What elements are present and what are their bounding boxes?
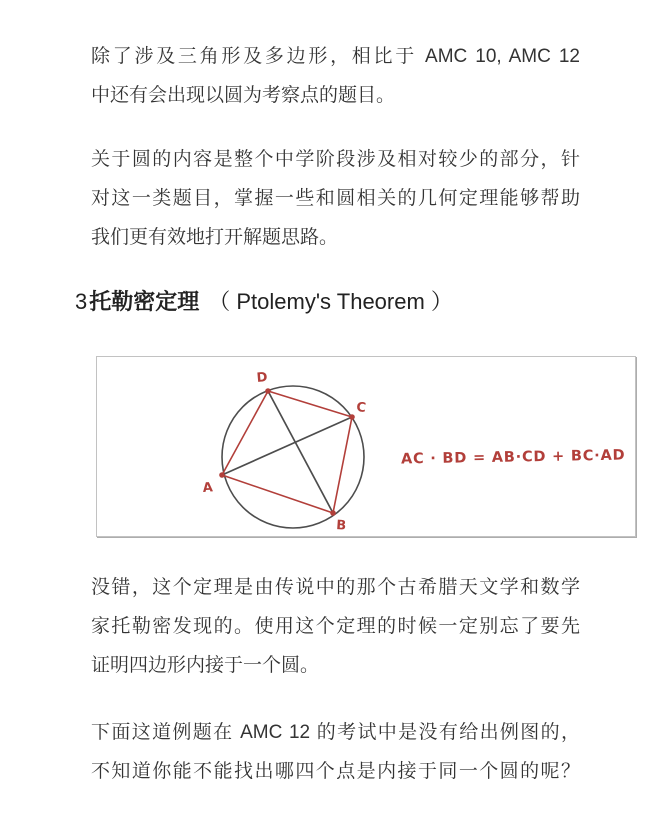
side-cb <box>333 417 352 513</box>
paragraph-intro-1 <box>91 37 580 115</box>
section-subtitle: （ Ptolemy's Theorem ） <box>208 289 453 314</box>
vertex-dot-c <box>349 414 355 420</box>
paragraph-body-1 <box>91 568 580 685</box>
text-line: 除了涉及三角形及多边形，相比于 AMC 10, AMC 12 <box>91 46 580 67</box>
text-line: 家托勒密发现的。使用这个定理的时候一定别忘了要先 <box>91 616 580 637</box>
text-line: 中还有会出现以圆为考察点的题目。 <box>91 85 396 106</box>
section-number: 3 <box>75 289 90 314</box>
paragraph-body-2 <box>91 713 580 791</box>
text-line: 对这一类题目，掌握一些和圆相关的几何定理能够帮助 <box>91 188 580 209</box>
side-ad <box>222 391 268 475</box>
vertex-label-b: B <box>335 518 347 534</box>
section-heading <box>75 287 453 317</box>
text-line: 没错，这个定理是由传说中的那个古希腊天文学和数学 <box>91 577 580 598</box>
ptolemy-theorem-figure <box>96 356 636 537</box>
text-line: 我们更有效地打开解题思路。 <box>91 227 339 248</box>
figure-canvas <box>97 357 635 536</box>
vertex-label-d: D <box>256 370 269 386</box>
vertex-dot-a <box>219 472 225 478</box>
paragraph-intro-2 <box>91 140 580 257</box>
text-line: 不知道你能不能找出哪四个点是内接于同一个圆的呢？ <box>91 761 580 782</box>
circumcircle <box>222 386 364 528</box>
vertex-dot-b <box>330 510 336 516</box>
vertex-dot-d <box>265 388 271 394</box>
text-line: 关于圆的内容是整个中学阶段涉及相对较少的部分，针 <box>91 149 580 170</box>
vertex-label-c: C <box>355 400 367 416</box>
text-line: 证明四边形内接于一个圆。 <box>91 655 320 676</box>
vertex-label-a: A <box>202 480 214 496</box>
ptolemy-formula: AC · BD = AB·CD + BC·AD <box>400 447 626 468</box>
text-line: 下面这道例题在 AMC 12 的考试中是没有给出例图的， <box>91 722 580 743</box>
section-title: 托勒密定理 <box>89 289 200 314</box>
